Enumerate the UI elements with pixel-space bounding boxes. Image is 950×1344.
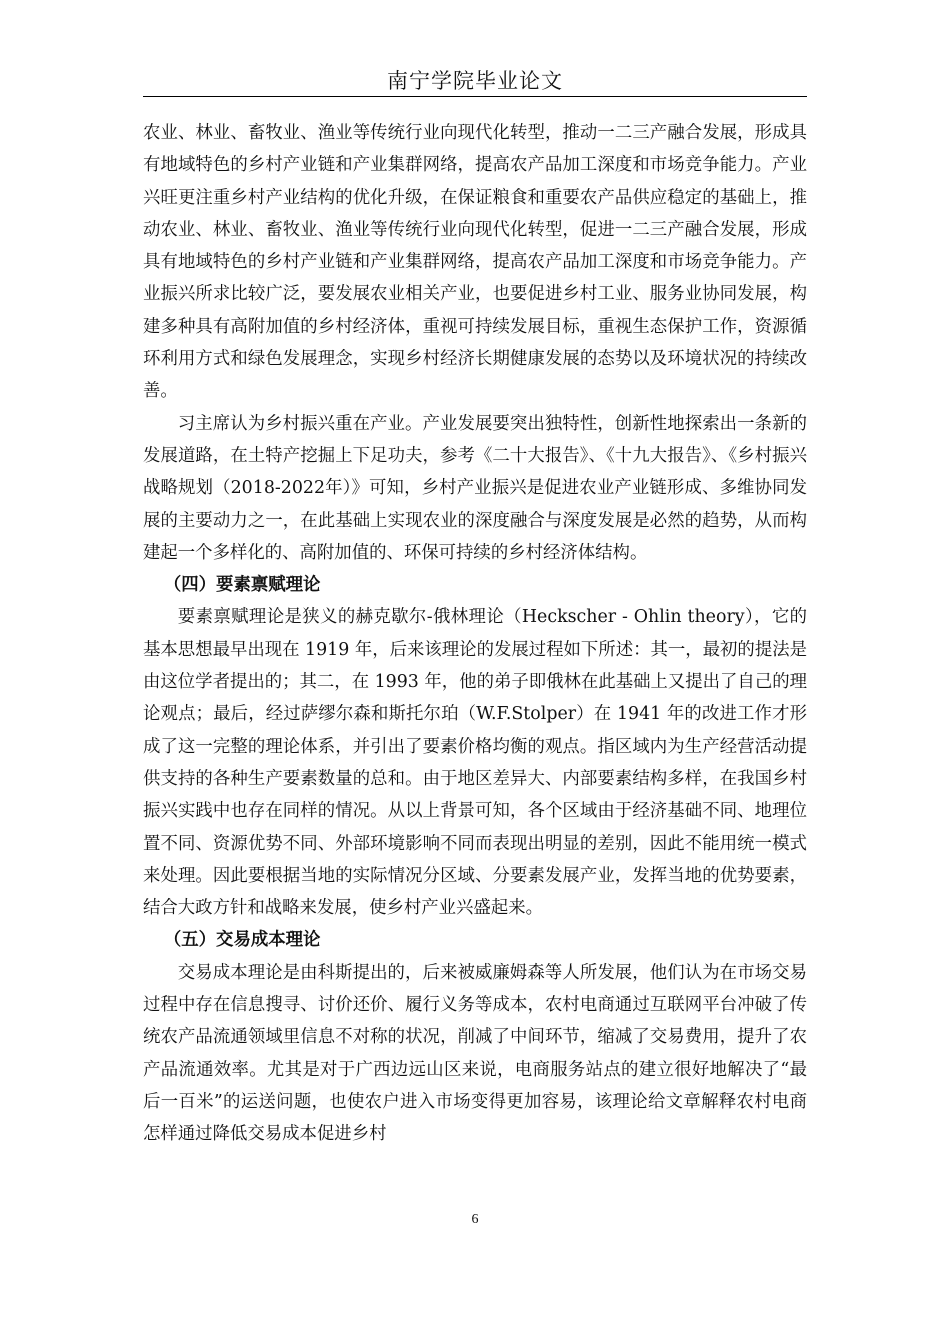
header-rule bbox=[143, 96, 807, 97]
paragraph-continued: 农业、林业、畜牧业、渔业等传统行业向现代化转型，推动一二三产融合发展，形成具有地域特色的乡村产业链和产业集群网络，提高农产品加工深度和市场竞争能力。产业兴旺更注重乡村产业结构的优化升级，在保证粮食和重要农产品供应稳定的基础上，推动农业、林业、畜牧业、渔业等传统行业向现代化转型，促进一二三产融合发展，形成具有地域特色的乡村产业链和产业集群网络，提高农产品加工深度和市场竞争能力。产业振兴所求比较广泛，要发展农业相关产业，也要促进乡村工业、服务业协同发展，构建多种具有高附加值的乡村经济体，重视可持续发展目标，重视生态保护工作，资源循环利用方式和绿色发展理念，实现乡村经济长期健康发展的态势以及环境状况的持续改善。 bbox=[143, 123, 807, 402]
paragraph-transaction-cost: 交易成本理论是由科斯提出的，后来被威廉姆森等人所发展，他们认为在市场交易过程中存在信息搜寻、讨价还价、履行义务等成本，农村电商通过互联网平台冲破了传统农产品流通领域里信息不对称的状况，削减了中间环节，缩减了交易费用，提升了农产品流通效率。尤其是对于广西边远山区来说，电商服务站点的建立很好地解决了“最后一百米”的运送问题，也使农户进入市场变得更加容易，该理论给文章解释农村电商怎样通过降低交易成本促进乡村 bbox=[143, 962, 807, 1145]
page-body bbox=[143, 117, 807, 1151]
paragraph-factor-endowment: 要素禀赋理论是狭义的赫克歇尔-俄林理论（Heckscher - Ohlin theory），它的基本思想最早出现在 1919 年，后来该理论的发展过程如下所述：其一，最初的提法是由这位学者提出的；其二，在 1993 年，他的弟子即俄林在此基础上又提出了自己的理论观点；最后，经过萨缪尔森和斯托尔珀（W.F.Stolper）在 1941 年的改进工作才形成了这一完整的理论体系，并引出了要素价格均衡的观点。指区域内为生产经营活动提供支持的各种生产要素数量的总和。由于地区差异大、内部要素结构多样，在我国乡村振兴实践中也存在同样的情况。从以上背景可知，各个区域由于经济基础不同、地理位置不同、资源优势不同、外部环境影响不同而表现出明显的差别，因此不能用统一模式来处理。因此要根据当地的实际情况分区域、分要素发展产业，发挥当地的优势要素，结合大政方针和战略来发展，使乡村产业兴盛起来。 bbox=[143, 607, 807, 919]
page-number: 6 bbox=[471, 1212, 479, 1227]
section-heading-factor-endowment: （四）要素禀赋理论 bbox=[163, 575, 321, 596]
paragraph-industry: 习主席认为乡村振兴重在产业。产业发展要突出独特性，创新性地探索出一条新的发展道路，在土特产挖掘上下足功夫，参考《二十大报告》、《十九大报告》、《乡村振兴战略规划（2018-2022年）》可知，乡村产业振兴是促进农业产业链形成、多维协同发展的主要动力之一，在此基础上实现农业的深度融合与深度发展是必然的趋势，从而构建起一个多样化的、高附加值的、环保可持续的乡村经济体结构。 bbox=[143, 413, 807, 563]
running-header: 南宁学院毕业论文 bbox=[387, 69, 563, 93]
section-heading-transaction-cost: （五）交易成本理论 bbox=[163, 930, 321, 951]
